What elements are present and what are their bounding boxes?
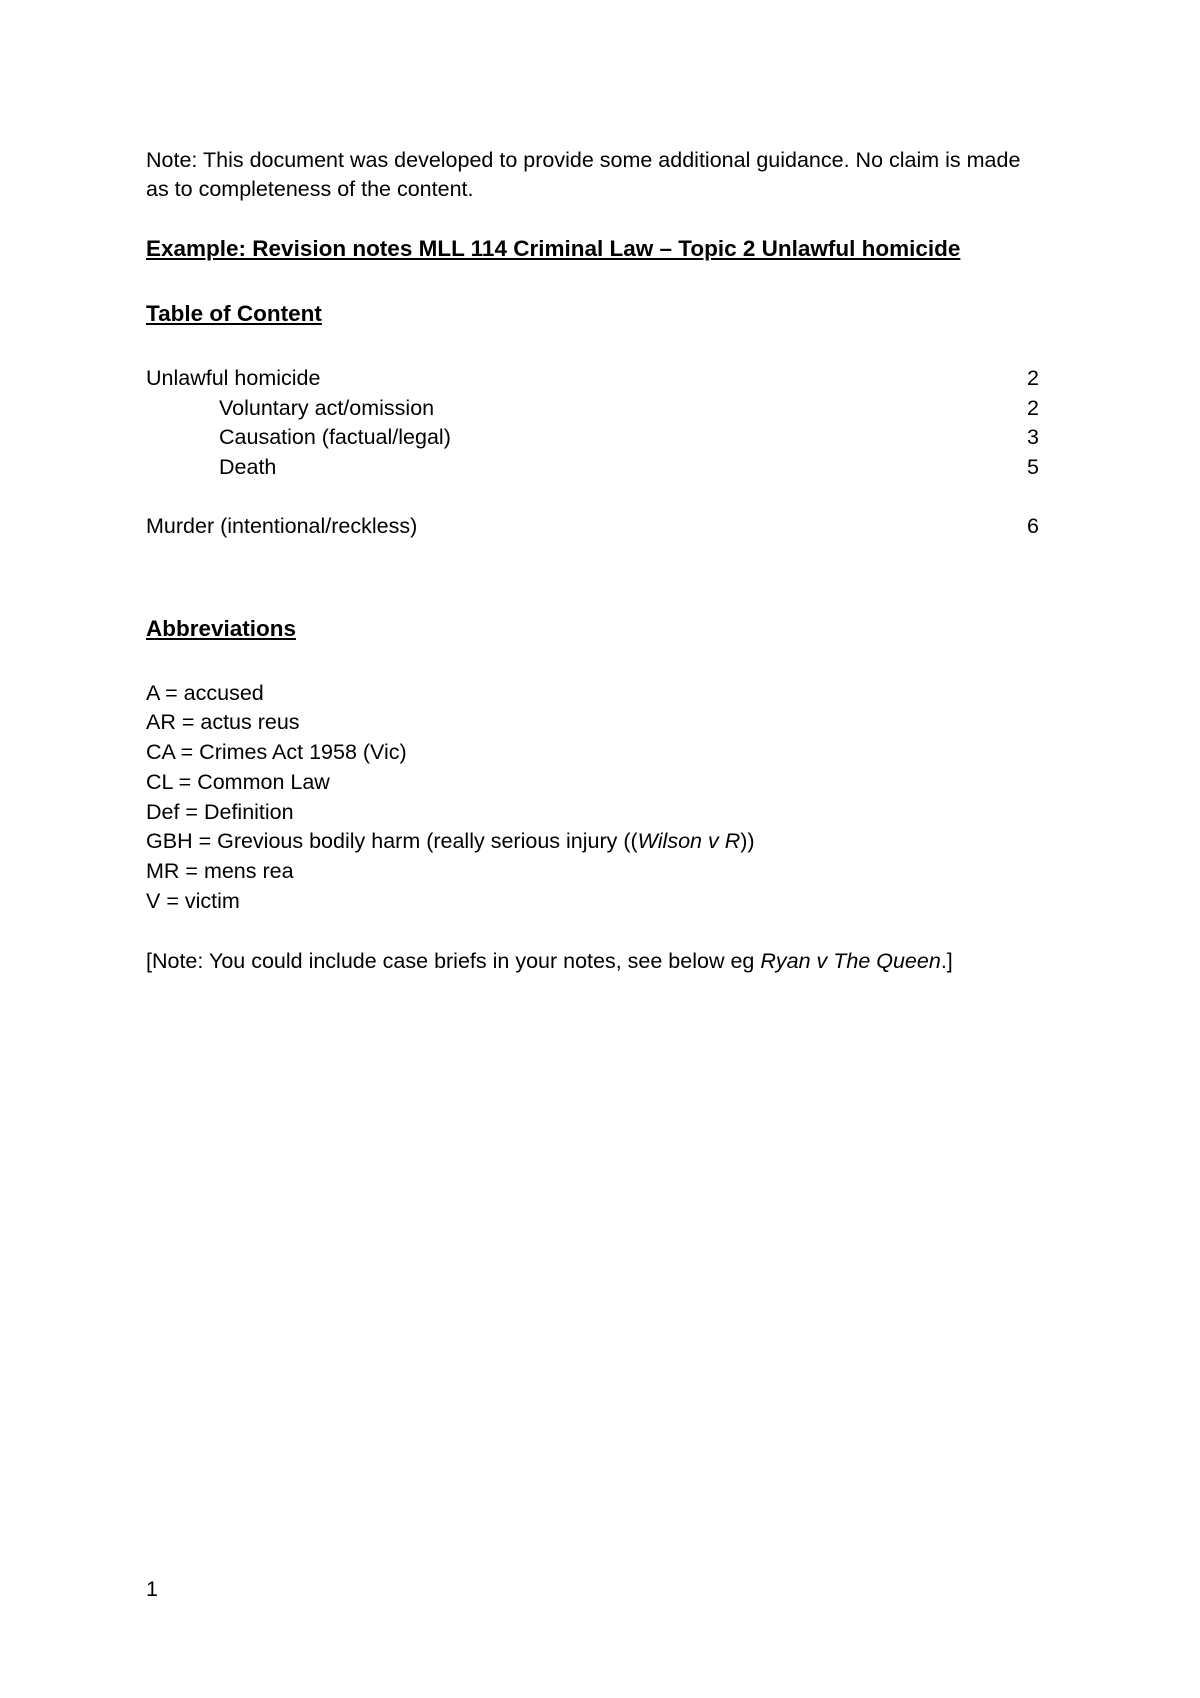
case-briefs-note-text: [Note: You could include case briefs in your notes, see below eg <box>146 948 761 973</box>
toc-entry-page: 6 <box>1027 514 1039 538</box>
toc-heading: Table of Content <box>146 301 322 326</box>
toc-entry <box>146 394 1039 424</box>
case-name-wilson: Wilson v R <box>637 829 741 854</box>
disclaimer-note: Note: This document was developed to provide some additional guidance. No claim is made as to completeness of the content. <box>146 148 1021 201</box>
abbreviation-item: MR = mens rea <box>146 859 294 884</box>
document-title: Example: Revision notes MLL 114 Criminal Law – Topic 2 Unlawful homicide <box>146 236 961 261</box>
toc-entry <box>146 364 1039 394</box>
abbreviation-item: CA = Crimes Act 1958 (Vic) <box>146 740 407 765</box>
page-number: 1 <box>146 1577 158 1601</box>
toc-entry-page: 3 <box>1027 425 1039 449</box>
toc-spacer <box>146 482 1046 512</box>
toc-entry <box>146 423 1039 453</box>
case-briefs-note <box>146 947 1046 976</box>
toc-entry-page: 2 <box>1027 366 1039 390</box>
page-content <box>146 146 1046 997</box>
toc-entry-label: Unlawful homicide <box>146 366 321 390</box>
toc-entry-page: 2 <box>1027 395 1039 420</box>
case-name-ryan: Ryan v The Queen <box>760 948 941 973</box>
abbreviations-heading: Abbreviations <box>146 615 297 641</box>
toc-entry-label: Murder (intentional/reckless) <box>146 514 418 538</box>
toc-entry-label: Death <box>219 454 277 479</box>
toc-entry-label: Voluntary act/omission <box>219 395 435 420</box>
case-briefs-note-end: .] <box>940 948 953 973</box>
abbreviation-item: A = accused <box>146 680 264 705</box>
toc-entry <box>146 512 1039 542</box>
abbreviation-item: AR = actus reus <box>146 710 300 735</box>
abbreviation-item: V = victim <box>146 889 240 914</box>
gbh-text-end: )) <box>740 829 755 854</box>
toc-entry <box>146 453 1039 483</box>
abbreviations-list <box>146 679 1046 917</box>
abbreviation-item-gbh <box>146 827 1046 857</box>
abbreviation-item: CL = Common Law <box>146 769 330 794</box>
abbreviation-item: Def = Definition <box>146 799 294 824</box>
gbh-text: GBH = Grevious bodily harm (really serious injury (( <box>146 829 638 854</box>
toc-entry-page: 5 <box>1027 454 1039 479</box>
table-of-contents <box>146 364 1046 542</box>
toc-entry-label: Causation (factual/legal) <box>219 425 451 449</box>
